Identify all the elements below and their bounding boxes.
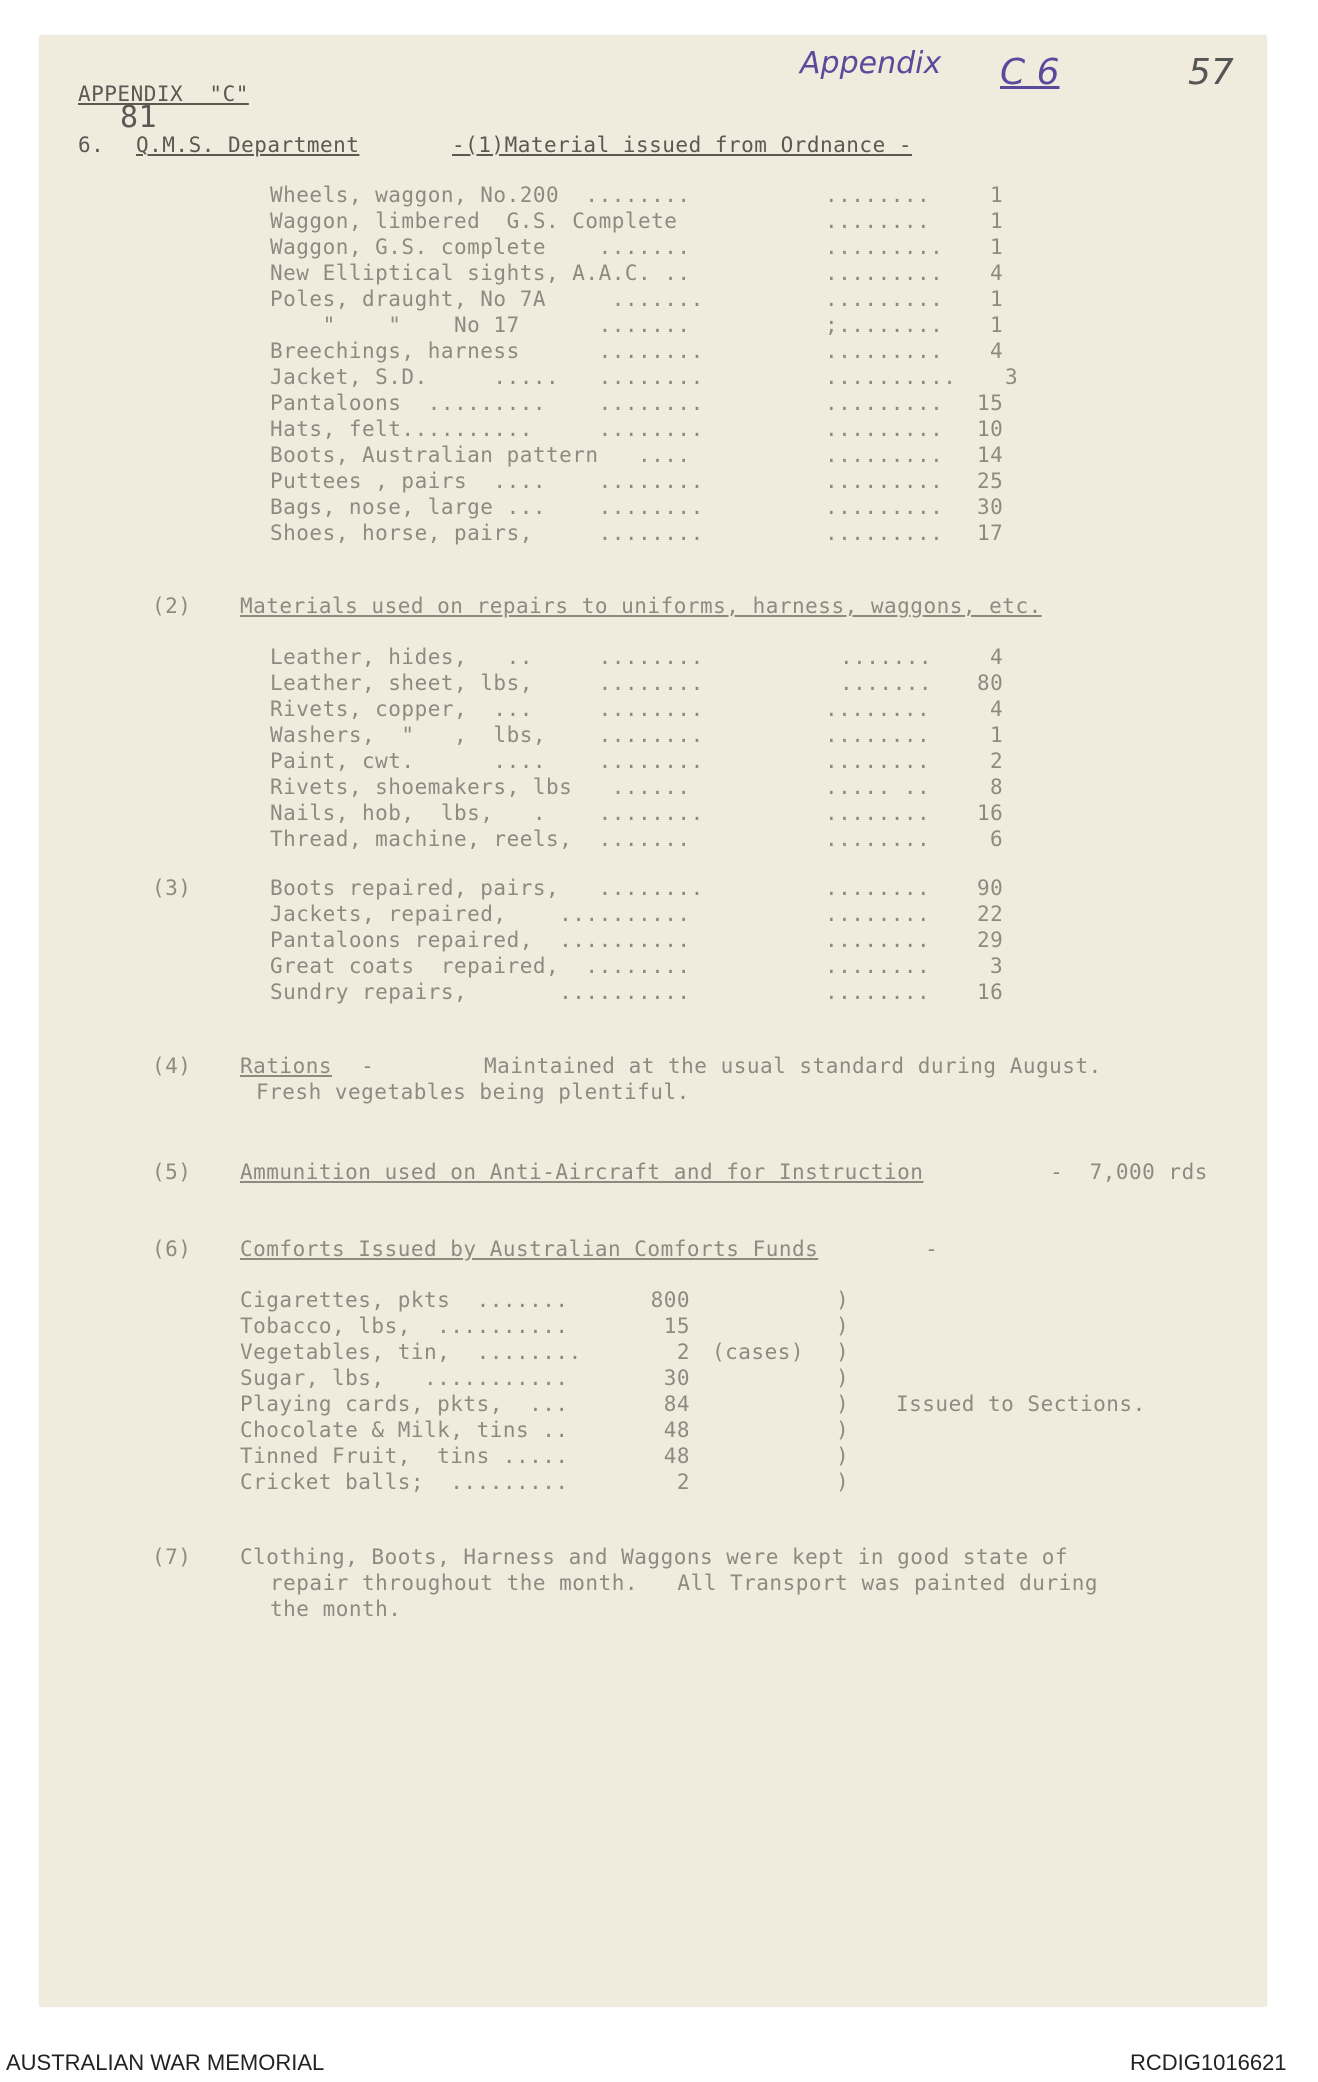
item-dots: ......... — [825, 339, 944, 363]
list-item — [240, 1366, 940, 1392]
list-item — [270, 183, 1030, 209]
item-dots: ........ — [825, 697, 931, 721]
item-dots: ;........ — [825, 313, 944, 337]
list-item — [270, 261, 1030, 287]
list-item — [270, 954, 1030, 980]
item-qty: 1 — [990, 183, 1004, 207]
section-7-number: (7) — [152, 1545, 192, 1569]
item-qty: 3 — [1005, 365, 1019, 389]
item-qty: 15 — [663, 1314, 690, 1338]
item-qty: 90 — [977, 876, 1004, 900]
item-label: Wheels, waggon, No.200 ........ — [270, 183, 691, 207]
section-7-line-3: the month. — [270, 1597, 402, 1621]
item-qty: 30 — [663, 1366, 690, 1390]
section-5-number: (5) — [152, 1160, 192, 1184]
item-dots: ......... — [825, 521, 944, 545]
page-number-typed: 81 — [120, 100, 158, 135]
item-dots: ........ — [825, 209, 931, 233]
item-label: New Elliptical sights, A.A.C. .. — [270, 261, 691, 285]
item-qty: 48 — [663, 1418, 690, 1442]
item-dots: ........ — [825, 749, 931, 773]
section-4-dash: - — [348, 1054, 375, 1078]
item-dots: ......... — [825, 391, 944, 415]
list-item — [270, 287, 1030, 313]
list-item — [240, 1470, 940, 1496]
item-qty: 8 — [990, 775, 1004, 799]
item-qty: 16 — [977, 980, 1004, 1004]
appendix-heading: APPENDIX "C" — [78, 82, 249, 106]
item-label: Cigarettes, pkts ....... — [240, 1288, 569, 1312]
section-3-number: (3) — [152, 876, 192, 900]
list-item — [240, 1418, 940, 1444]
list-item — [270, 339, 1030, 365]
item-dots: .......... — [825, 365, 957, 389]
item-qty: 4 — [990, 339, 1004, 363]
item-label: Hats, felt.......... ........ — [270, 417, 704, 441]
item-label: Paint, cwt. .... ........ — [270, 749, 704, 773]
section-6-dash: - — [912, 1237, 939, 1261]
list-item — [270, 928, 1030, 954]
item-qty: 1 — [990, 235, 1004, 259]
item-dots: ......... — [825, 443, 944, 467]
item-dots: ........ — [825, 876, 931, 900]
item-label: Waggon, G.S. complete ....... — [270, 235, 691, 259]
section-number: 6. — [78, 133, 105, 157]
list-item — [270, 209, 1030, 235]
item-dots: ........ — [825, 183, 931, 207]
item-qty: 17 — [977, 521, 1004, 545]
item-label: Breechings, harness ........ — [270, 339, 704, 363]
item-dots: ........ — [825, 723, 931, 747]
item-qty: 1 — [990, 209, 1004, 233]
item-label: " " No 17 ....... — [270, 313, 691, 337]
item-qty: 48 — [663, 1444, 690, 1468]
item-brace: ) — [836, 1418, 850, 1442]
item-brace: ) — [836, 1444, 850, 1468]
list-item — [270, 749, 1030, 775]
item-qty: 800 — [650, 1288, 690, 1312]
item-qty: 30 — [977, 495, 1004, 519]
section-4-title: Rations — [240, 1054, 333, 1078]
issued-to-sections: Issued to Sections. — [896, 1392, 1146, 1416]
item-qty: 80 — [977, 671, 1004, 695]
item-qty: 29 — [977, 928, 1004, 952]
item-label: Playing cards, pkts, ... — [240, 1392, 569, 1416]
section-6-number: (6) — [152, 1237, 192, 1261]
item-brace: ) — [836, 1392, 850, 1416]
footer-institution: AUSTRALIAN WAR MEMORIAL — [6, 2050, 325, 2075]
list-item — [270, 495, 1030, 521]
list-item — [240, 1314, 940, 1340]
item-label: Boots, Australian pattern .... — [270, 443, 691, 467]
item-qty: 25 — [977, 469, 1004, 493]
item-dots: ........ — [825, 801, 931, 825]
item-label: Sundry repairs, .......... — [270, 980, 691, 1004]
item-label: Pantaloons ......... ........ — [270, 391, 704, 415]
item-label: Rivets, shoemakers, lbs ...... — [270, 775, 691, 799]
appendix-stamp: Appendix — [800, 46, 942, 81]
list-item — [270, 775, 1030, 801]
item-qty: 3 — [990, 954, 1004, 978]
list-item — [270, 876, 1030, 902]
item-label: Leather, hides, .. ........ — [270, 645, 704, 669]
item-qty: 1 — [990, 723, 1004, 747]
item-brace: ) — [836, 1288, 850, 1312]
item-qty: 4 — [990, 261, 1004, 285]
section-4-text-2: Fresh vegetables being plentiful. — [256, 1080, 690, 1104]
item-dots: ......... — [825, 469, 944, 493]
item-label: Shoes, horse, pairs, ........ — [270, 521, 704, 545]
list-item — [270, 391, 1030, 417]
item-label: Sugar, lbs, ........... — [240, 1366, 569, 1390]
item-qty: 2 — [990, 749, 1004, 773]
item-dots: ........ — [825, 827, 931, 851]
item-qty: 16 — [977, 801, 1004, 825]
item-dots: ......... — [825, 417, 944, 441]
item-brace: ) — [836, 1314, 850, 1338]
list-item — [240, 1288, 940, 1314]
section-5-tail: - 7,000 rds — [1037, 1160, 1208, 1184]
item-label: Jackets, repaired, .......... — [270, 902, 691, 926]
list-item — [240, 1444, 940, 1470]
section-2-title: Materials used on repairs to uniforms, harness, waggons, etc. — [240, 594, 1042, 618]
item-dots: ........ — [825, 980, 931, 1004]
item-label: Boots repaired, pairs, ........ — [270, 876, 704, 900]
item-label: Pantaloons repaired, .......... — [270, 928, 691, 952]
section-title: Q.M.S. Department — [136, 133, 360, 157]
section-5-title: Ammunition used on Anti-Aircraft and for Instruction — [240, 1160, 924, 1184]
item-dots: ........ — [825, 954, 931, 978]
list-item — [270, 671, 1030, 697]
item-brace: ) — [836, 1470, 850, 1494]
item-dots: ........ — [825, 928, 931, 952]
item-label: Waggon, limbered G.S. Complete — [270, 209, 678, 233]
item-label: Tinned Fruit, tins ..... — [240, 1444, 569, 1468]
item-dots: ....... — [840, 671, 933, 695]
section-7-line-2: repair throughout the month. All Transport was painted during — [270, 1571, 1099, 1595]
list-item — [270, 365, 1030, 391]
item-qty: 84 — [663, 1392, 690, 1416]
list-item — [270, 902, 1030, 928]
item-brace: ) — [836, 1340, 850, 1364]
list-item — [240, 1392, 940, 1418]
footer-reference: RCDIG1016621 — [1130, 2050, 1287, 2075]
item-qty: 22 — [977, 902, 1004, 926]
item-qty: 4 — [990, 697, 1004, 721]
section-4-number: (4) — [152, 1054, 192, 1078]
list-item — [270, 469, 1030, 495]
list-item — [270, 235, 1030, 261]
item-dots: ......... — [825, 287, 944, 311]
item-qty: 6 — [990, 827, 1004, 851]
folio-number: 57 — [1188, 52, 1234, 93]
item-label: Jacket, S.D. ..... ........ — [270, 365, 704, 389]
item-dots: ......... — [825, 261, 944, 285]
item-brace: ) — [836, 1366, 850, 1390]
item-label: Poles, draught, No 7A ....... — [270, 287, 704, 311]
item-label: Tobacco, lbs, .......... — [240, 1314, 569, 1338]
list-item — [270, 723, 1030, 749]
section-4-text-1: Maintained at the usual standard during August. — [484, 1054, 1102, 1078]
list-item — [270, 417, 1030, 443]
item-label: Chocolate & Milk, tins .. — [240, 1418, 569, 1442]
list-item — [270, 980, 1030, 1006]
list-item — [240, 1340, 940, 1366]
item-dots: ....... — [840, 645, 933, 669]
section-7-line-1: Clothing, Boots, Harness and Waggons were kept in good state of — [240, 1545, 1069, 1569]
item-label: Vegetables, tin, ........ — [240, 1340, 582, 1364]
item-label: Cricket balls; ......... — [240, 1470, 569, 1494]
item-dots: ........ — [825, 902, 931, 926]
item-qty: 10 — [977, 417, 1004, 441]
item-label: Rivets, copper, ... ........ — [270, 697, 704, 721]
section-1-label: -(1)Material issued from Ordnance - — [452, 133, 913, 157]
item-qty: 1 — [990, 287, 1004, 311]
item-qty: 15 — [977, 391, 1004, 415]
item-dots: ......... — [825, 495, 944, 519]
list-item — [270, 697, 1030, 723]
list-item — [270, 313, 1030, 339]
appendix-code: C 6 — [1000, 52, 1060, 93]
section-2-number: (2) — [152, 594, 192, 618]
item-qty: 4 — [990, 645, 1004, 669]
item-label: Thread, machine, reels, ....... — [270, 827, 691, 851]
item-label: Leather, sheet, lbs, ........ — [270, 671, 704, 695]
list-item — [270, 827, 1030, 853]
item-label: Nails, hob, lbs, . ........ — [270, 801, 704, 825]
item-qty: 2 — [676, 1340, 690, 1364]
item-dots: ......... — [825, 235, 944, 259]
list-item — [270, 521, 1030, 547]
item-label: Washers, " , lbs, ........ — [270, 723, 704, 747]
item-qty: 14 — [977, 443, 1004, 467]
item-dots: ..... .. — [825, 775, 931, 799]
item-qty: 2 — [676, 1470, 690, 1494]
item-label: Puttees , pairs .... ........ — [270, 469, 704, 493]
item-qty: 1 — [990, 313, 1004, 337]
section-6-title: Comforts Issued by Australian Comforts Funds — [240, 1237, 819, 1261]
list-item — [270, 801, 1030, 827]
item-note: (cases) — [712, 1340, 805, 1364]
list-item — [270, 443, 1030, 469]
item-label: Bags, nose, large ... ........ — [270, 495, 704, 519]
item-label: Great coats repaired, ........ — [270, 954, 691, 978]
list-item — [270, 645, 1030, 671]
